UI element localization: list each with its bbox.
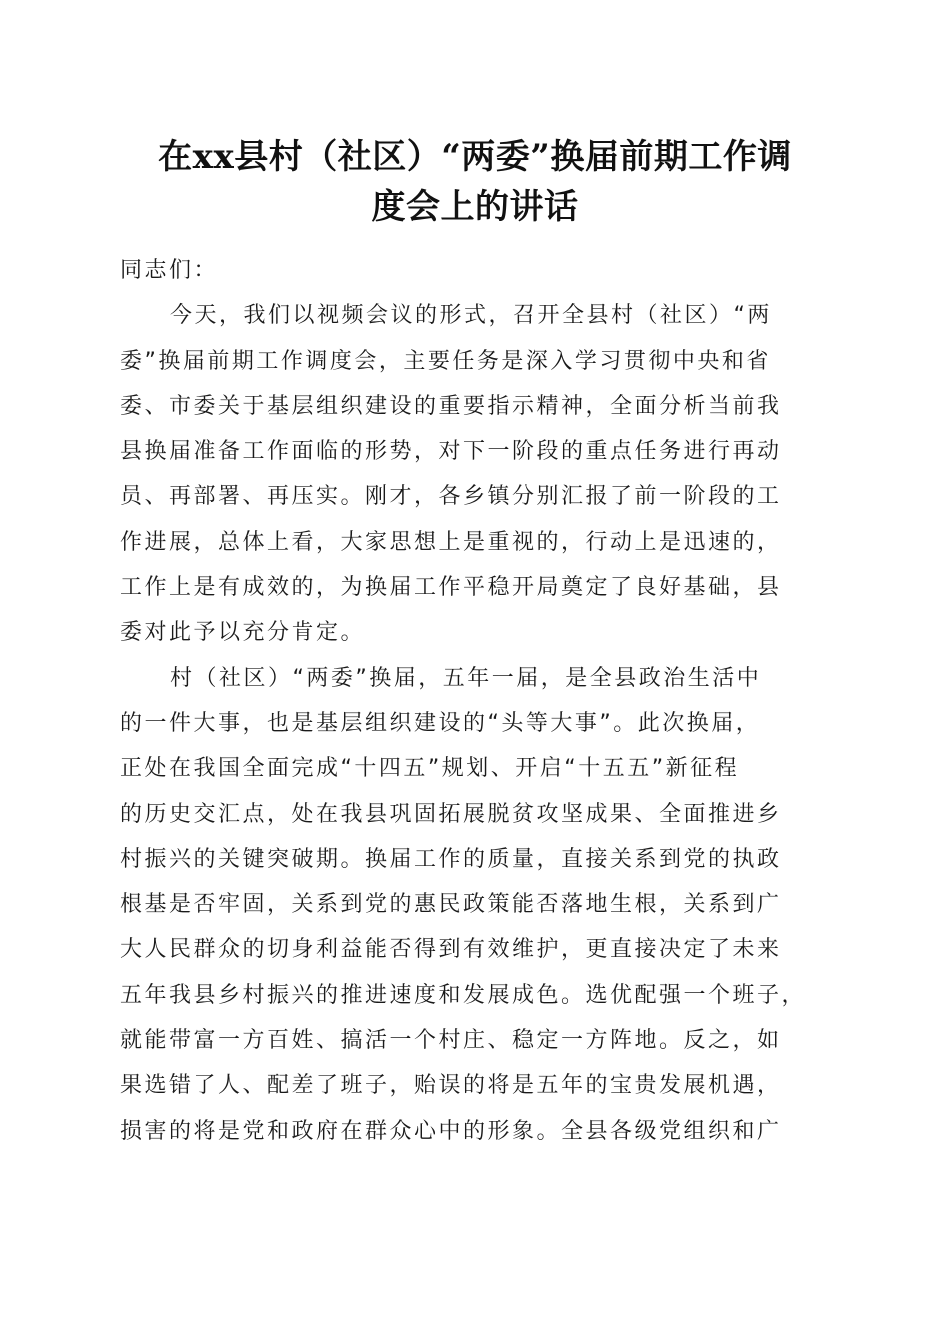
paragraph-line: 村振兴的关键突破期。换届工作的质量，直接关系到党的执政 [120, 846, 782, 872]
paragraph-line: 县换届准备工作面临的形势，对下一阶段的重点任务进行再动 [120, 439, 782, 465]
paragraph-line: 工作上是有成效的，为换届工作平稳开局奠定了良好基础，县 [120, 575, 782, 601]
paragraph-1 [120, 293, 832, 655]
paragraph-line: 委对此予以充分肯定。 [120, 620, 366, 646]
paragraph-line: 正处在我国全面完成“十四五”规划、开启“十五五”新征程 [120, 756, 740, 782]
paragraph-line: 的一件大事，也是基层组织建设的“头等大事”。此次换届， [120, 710, 761, 736]
title-line: 度会上的讲话 [371, 187, 579, 227]
salutation: 同志们： [120, 258, 219, 283]
paragraph-line: 委、市委关于基层组织建设的重要指示精神，全面分析当前我 [120, 393, 782, 419]
paragraph-line: 村（社区）“两委”换届，五年一届，是全县政治生活中 [170, 665, 762, 691]
paragraph-line: 的历史交汇点，处在我县巩固拓展脱贫攻坚成果、全面推进乡 [120, 801, 782, 827]
paragraph-line: 就能带富一方百姓、搞活一个村庄、稳定一方阵地。反之，如 [120, 1028, 782, 1054]
paragraph-line: 大人民群众的切身利益能否得到有效维护，更直接决定了未来 [120, 937, 782, 963]
paragraph-line: 今天，我们以视频会议的形式，召开全县村（社区）“两 [170, 303, 772, 329]
document-title [118, 132, 832, 232]
paragraph-line: 委”换届前期工作调度会，主要任务是深入学习贯彻中央和省 [120, 348, 771, 374]
paragraph-2 [120, 656, 832, 1154]
document-body [120, 248, 832, 1154]
title-line: 在xx县村（社区）“两委”换届前期工作调 [158, 137, 792, 177]
paragraph-line: 五年我县乡村振兴的推进速度和发展成色。选优配强一个班子， [120, 982, 807, 1008]
paragraph-line: 果选错了人、配差了班子，贻误的将是五年的宝贵发展机遇， [120, 1073, 782, 1099]
paragraph-line: 根基是否牢固，关系到党的惠民政策能否落地生根，关系到广 [120, 892, 782, 918]
paragraph-line: 作进展，总体上看，大家思想上是重视的，行动上是迅速的， [120, 529, 782, 555]
paragraph-line: 损害的将是党和政府在群众心中的形象。全县各级党组织和广 [120, 1118, 782, 1144]
paragraph-line: 员、再部署、再压实。刚才，各乡镇分别汇报了前一阶段的工 [120, 484, 782, 510]
